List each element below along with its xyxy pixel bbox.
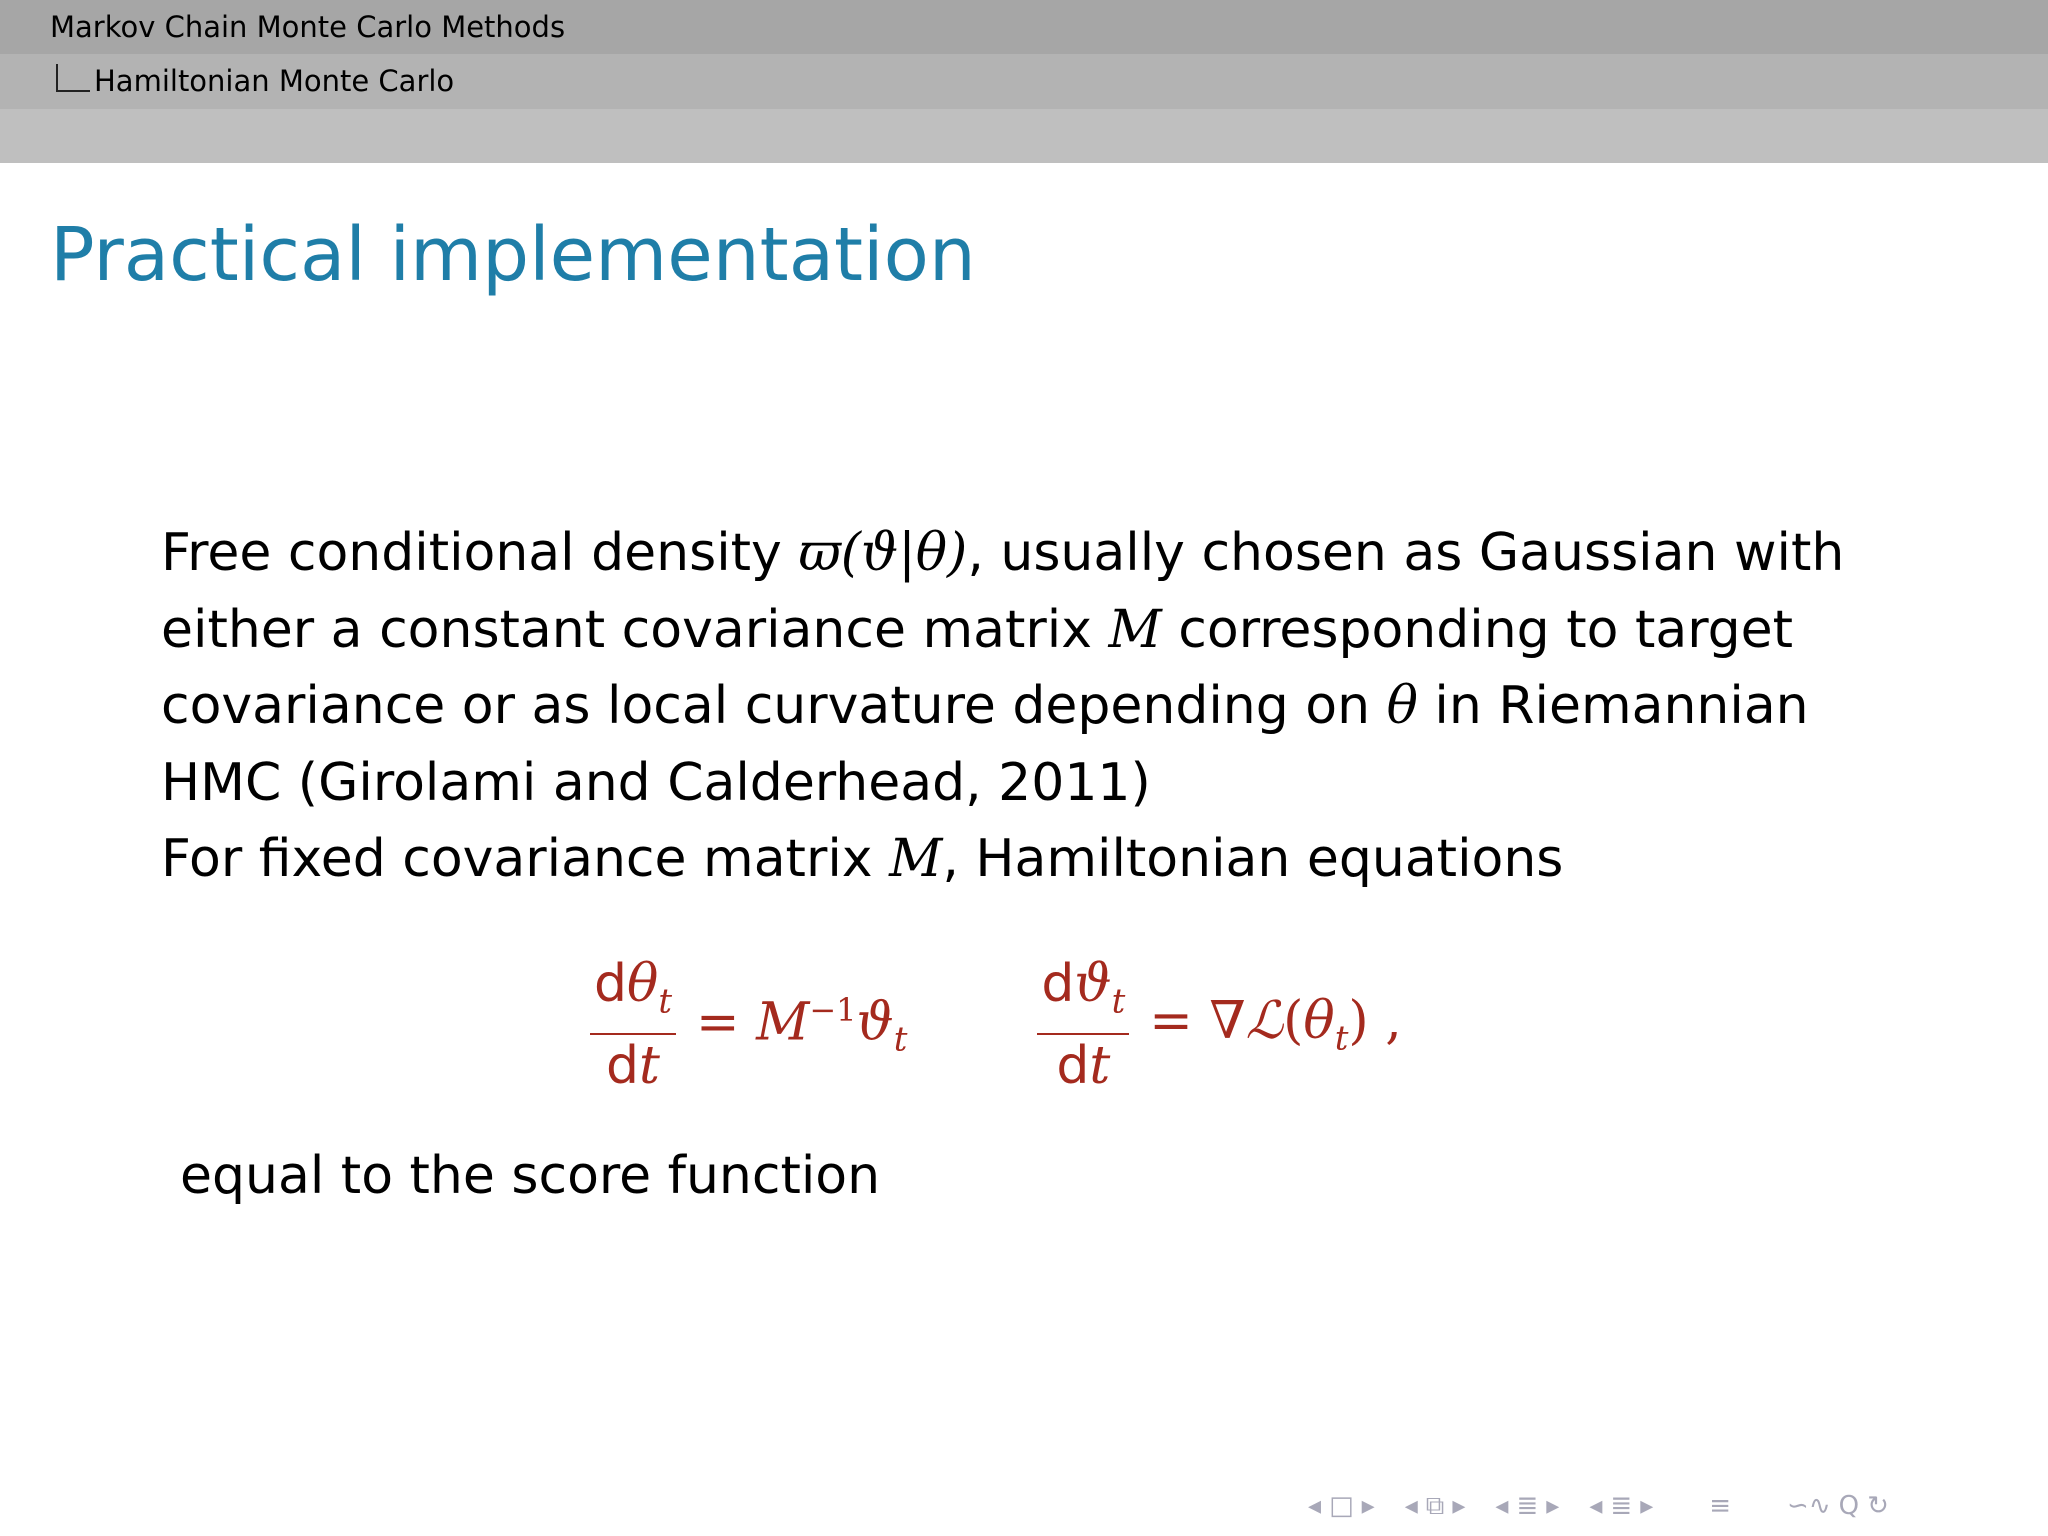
nav-frame-icon[interactable]: □ (1329, 1491, 1354, 1521)
math-density: ϖ(ϑ|θ) (798, 523, 968, 583)
text-run: covariance or as local curvature depending on (161, 676, 1387, 736)
d-symbol: d (594, 954, 628, 1015)
theta-symbol: θ (627, 954, 659, 1015)
nav-next-subsection-icon[interactable]: ▸ (1452, 1491, 1466, 1521)
nav-next-frame-icon[interactable]: ▸ (1361, 1491, 1375, 1521)
math-theta: θ (1386, 676, 1418, 736)
text-run: Free conditional density (161, 523, 799, 583)
fraction-numerator (1037, 953, 1129, 1032)
tree-corner-icon (56, 64, 90, 92)
nav-search-back-icon[interactable]: ∽∿ (1787, 1491, 1831, 1521)
body-line-1 (161, 515, 1901, 592)
superscript-inverse: −1 (809, 990, 857, 1029)
fraction-dtheta-dt (590, 953, 676, 1096)
text-run: For fixed covariance matrix (161, 829, 890, 889)
hamiltonian-equations (580, 950, 1402, 1100)
text-run: , Hamiltonian equations (942, 829, 1564, 889)
header-subsection-title: Hamiltonian Monte Carlo (94, 64, 455, 98)
nav-prev-frame-icon[interactable]: ◂ (1308, 1491, 1322, 1521)
nav-next-part-icon[interactable]: ▸ (1640, 1491, 1654, 1521)
nav-next-section-icon[interactable]: ▸ (1546, 1491, 1560, 1521)
close-paren-comma: ) , (1348, 991, 1402, 1052)
fraction-dvartheta-dt (1037, 953, 1129, 1096)
t-symbol: t (639, 1035, 660, 1096)
fraction-denominator (602, 1035, 664, 1097)
subscript-t: t (893, 1019, 908, 1060)
nav-part-icon[interactable]: ≣ (1610, 1491, 1633, 1521)
text-run: either a constant covariance matrix (161, 599, 1109, 660)
math-M: M (1108, 599, 1162, 660)
slide-body (161, 515, 1901, 898)
nav-prev-section-icon[interactable]: ◂ (1495, 1491, 1509, 1521)
nav-prev-subsection-icon[interactable]: ◂ (1404, 1491, 1418, 1521)
subscript-t: t (658, 981, 672, 1022)
vartheta-symbol: ϑ (856, 991, 894, 1052)
body-line-2 (161, 592, 1901, 669)
vartheta-symbol: ϑ (1074, 954, 1112, 1015)
header-band-empty (0, 109, 2048, 163)
d-symbol: d (1041, 954, 1075, 1015)
beamer-navigation-bar (1308, 1488, 1889, 1524)
open-paren: ( (1283, 991, 1304, 1052)
equation-2-rhs (1149, 991, 1402, 1058)
header-section-title[interactable]: Markov Chain Monte Carlo Methods (50, 10, 566, 44)
body-line-4: HMC (Girolami and Calderhead, 2011) (161, 752, 1151, 813)
nav-prev-part-icon[interactable]: ◂ (1589, 1491, 1603, 1521)
equals-sign: = (696, 991, 740, 1052)
text-run: corresponding to target (1161, 599, 1794, 660)
text-run: , usually chosen as Gaussian with (967, 523, 1845, 583)
subscript-t: t (1111, 981, 1126, 1022)
math-M: M (889, 829, 943, 889)
frame-title: Practical implementation (50, 212, 976, 298)
nav-refresh-icon[interactable]: ↻ (1867, 1491, 1889, 1521)
body-line-3 (161, 668, 1901, 745)
beamer-header (0, 0, 2048, 163)
d-symbol: d (606, 1035, 640, 1096)
loglikelihood-symbol: ℒ (1245, 991, 1284, 1052)
equation-1-rhs (696, 991, 907, 1060)
nav-subsection-icon[interactable]: ⧉ (1425, 1490, 1445, 1521)
nabla-symbol: ∇ (1209, 991, 1246, 1052)
score-function-text: equal to the score function (180, 1146, 881, 1206)
equals-sign: = (1149, 991, 1193, 1052)
fraction-numerator (590, 953, 676, 1032)
t-symbol: t (1089, 1035, 1111, 1096)
body-line-5 (161, 821, 1901, 898)
nav-zoom-icon[interactable]: Q (1838, 1491, 1860, 1521)
header-subsection-item[interactable] (56, 62, 454, 100)
theta-symbol: θ (1303, 991, 1335, 1052)
nav-appendix-icon[interactable]: ≡ (1709, 1491, 1732, 1521)
d-symbol: d (1056, 1035, 1090, 1096)
fraction-denominator (1052, 1035, 1114, 1097)
subscript-t: t (1334, 1018, 1349, 1059)
text-run: in Riemannian (1417, 676, 1809, 736)
nav-section-icon[interactable]: ≣ (1516, 1491, 1539, 1521)
math-M: M (756, 991, 810, 1052)
